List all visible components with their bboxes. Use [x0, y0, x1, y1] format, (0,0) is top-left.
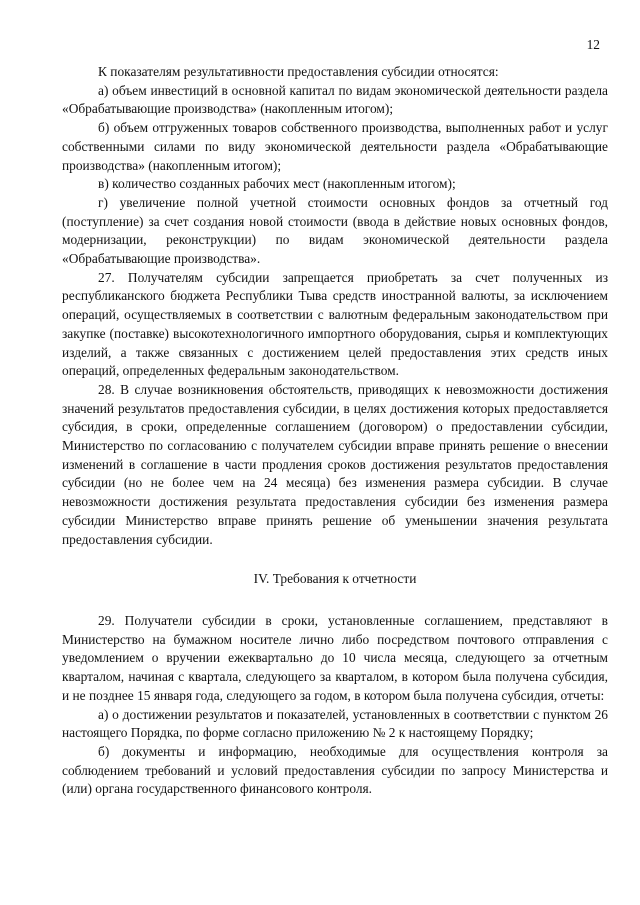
- paragraph-indicators-intro: К показателям результативности предоставления субсидии относятся:: [98, 64, 499, 79]
- paragraph-report-a: а) о достижении результатов и показателей, установленных в соответствии с пунктом 26 настоящего Порядка, по форме согласно приложению № 2 к настоящему Порядку;: [62, 706, 608, 741]
- paragraph-clause-28: 28. В случае возникновения обстоятельств, приводящих к невозможности достижения значений результатов предоставления субсидии, в целях достижения которых предоставляется субсидия, в сроки, определенные соглашением (договором) о предоставлении субсидии, Министерство по согласованию с получателем субсидии вправе принять решение о внесении изменений в соглашение в части продления сроков достижения результатов предоставления субсидии (но не более чем на 24 месяца) без изменения размера субсидии. В случае невозможности достижения результата предоставления субсидии без изменения размера субсидии Министерство вправе принять решение об уменьшении значения результата предоставления субсидии.: [62, 381, 608, 547]
- paragraph-report-b: б) документы и информацию, необходимые для осуществления контроля за соблюдением требований и условий предоставления субсидии по запросу Министерства и (или) органа государственного финансового контроля.: [62, 743, 608, 797]
- paragraph-indicator-v: в) количество созданных рабочих мест (накопленным итогом);: [98, 176, 456, 192]
- paragraph-clause-29: 29. Получатели субсидии в сроки, установленные соглашением, представляют в Министерство на бумажном носителе лично либо посредством почтового отправления с уведомлением о вручении ежеквартально до 10 числа месяца, следующего за отчетным кварталом, начиная с квартала, следующего за кварталом, в котором была получена субсидия, и не позднее 15 января года, следующего за годом, в котором была получена субсидия, отчеты:: [62, 612, 608, 703]
- page-number: 12: [586, 37, 600, 52]
- section-heading: IV. Требования к отчетности: [253, 571, 417, 587]
- paragraph-indicator-a: а) объем инвестиций в основной капитал по видам экономической деятельности раздела «Обрабатывающие производства» (накопленным итогом);: [62, 82, 608, 117]
- paragraph-clause-27: 27. Получателям субсидии запрещается приобретать за счет полученных из республиканского бюджета Республики Тыва средств иностранной валюты, за исключением операций, осуществляемых в соответствии с валютным федеральным законодательством при закупке (поставке) высокотехнологичного импортного оборудования, сырья и комплектующих изделий, а также связанных с достижением целей предоставления этих средств иных операций, определенных федеральным законодательством.: [62, 269, 608, 379]
- paragraph-indicator-g: г) увеличение полной учетной стоимости основных фондов за отчетный год (поступление) за счет создания новой стоимости (ввода в действие новых основных фондов, модернизации, реконструкции) по видам экономической деятельности раздела «Обрабатывающие производства».: [62, 194, 608, 267]
- document-body: [62, 63, 608, 799]
- paragraph-indicator-b: б) объем отгруженных товаров собственного производства, выполненных работ и услуг собственными силами по виду экономической деятельности раздела «Обрабатывающие производства» (накопленным итогом);: [62, 120, 608, 173]
